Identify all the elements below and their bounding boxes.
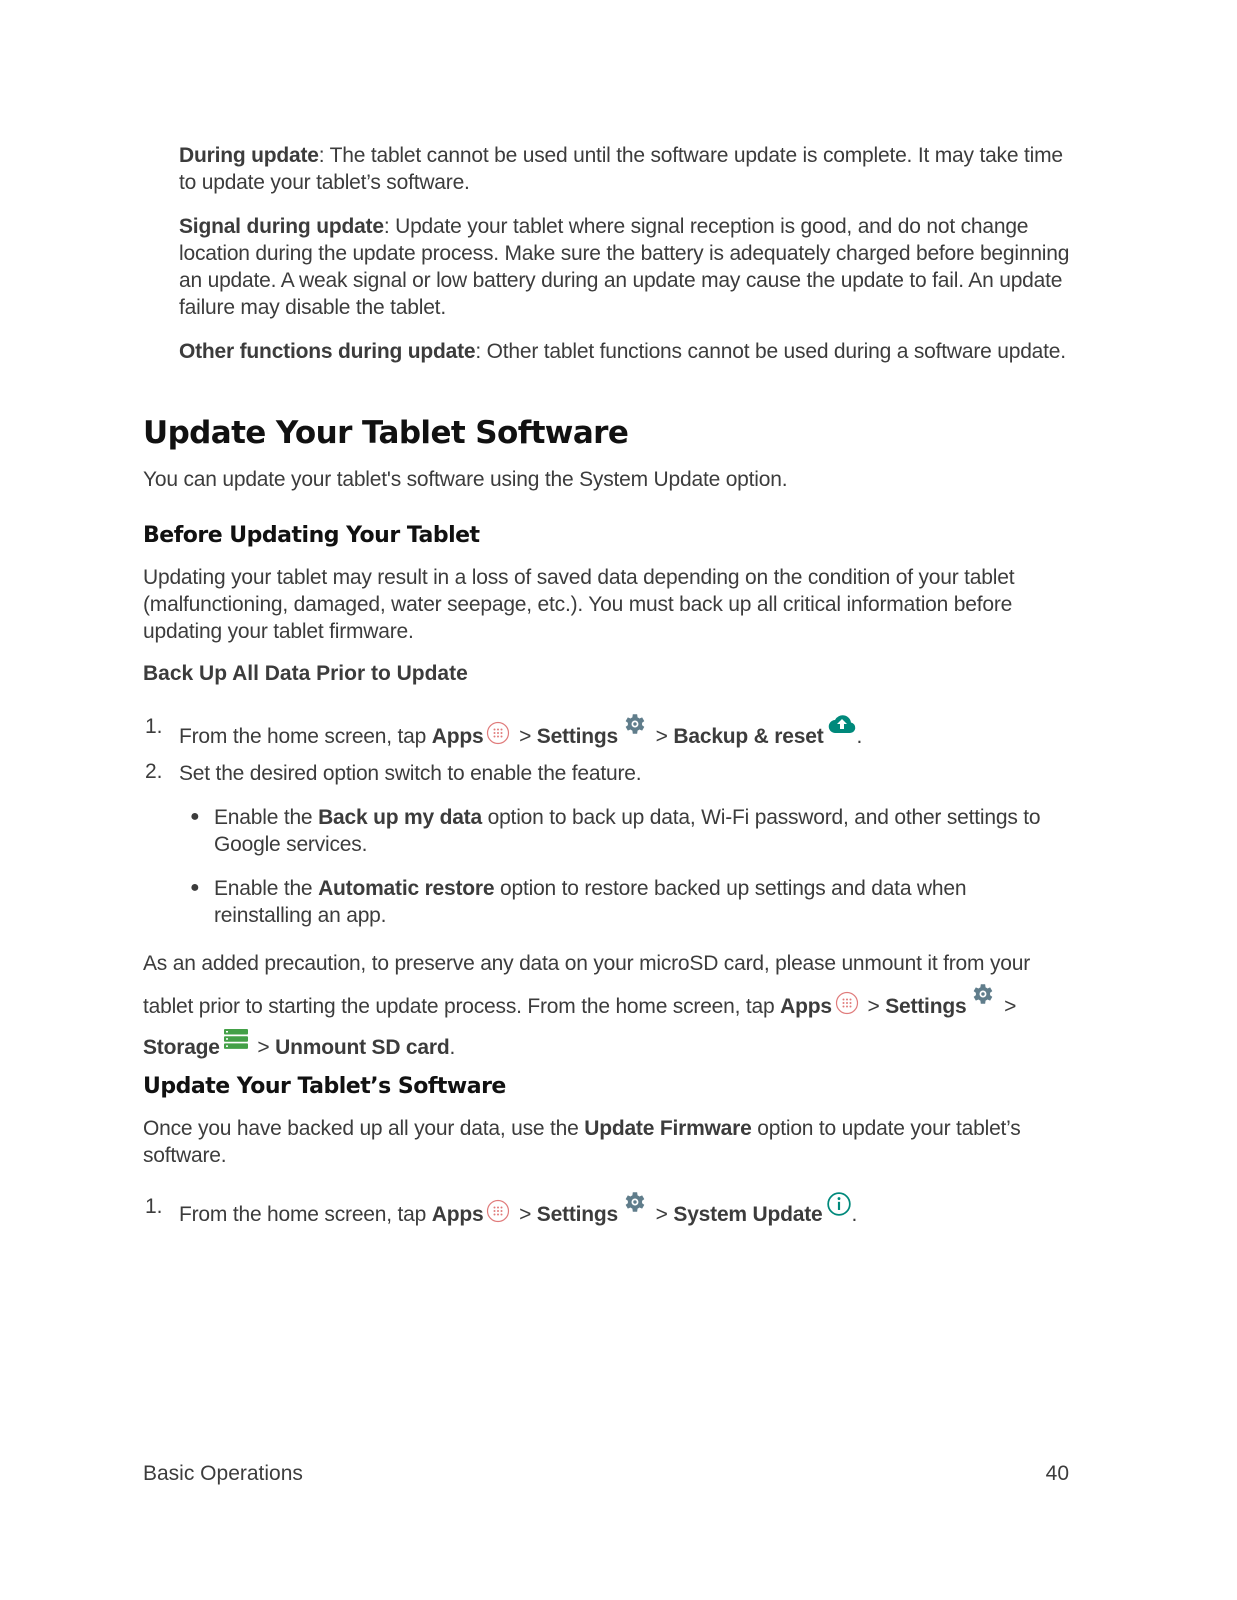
- option-name: Update Firmware: [584, 1117, 752, 1140]
- apps-icon: [835, 991, 859, 1026]
- note-during-update: [179, 142, 1079, 196]
- separator: >: [650, 725, 674, 748]
- option-name: Automatic restore: [318, 877, 495, 900]
- note-text: : The tablet cannot be used until the software update is complete. It may take time to update your tablet’s software.: [179, 144, 1063, 194]
- apps-label: Apps: [780, 995, 832, 1018]
- update-body: Once you have backed up all your data, use the: [143, 1117, 585, 1140]
- period: .: [449, 1036, 456, 1059]
- backup-subhead: Back Up All Data Prior to Update: [143, 662, 468, 685]
- update-step-1: [179, 1189, 1079, 1237]
- option-name: Back up my data: [318, 806, 482, 829]
- note-text: : Other tablet functions cannot be used during a software update.: [475, 340, 1066, 363]
- storage-icon: [223, 1026, 249, 1061]
- step-number: 1.: [145, 1195, 163, 1218]
- bullet-text: Enable the: [214, 877, 319, 900]
- storage-label: Storage: [143, 1036, 220, 1059]
- precaution-text: [143, 946, 1058, 1065]
- note-label: During update: [179, 144, 319, 167]
- system-update-label: System Update: [673, 1203, 823, 1226]
- backup-reset-icon: [827, 709, 857, 749]
- section-title: Update Your Tablet Software: [143, 415, 629, 451]
- bullet-back-up-my-data: [214, 804, 1074, 858]
- settings-icon: [621, 1189, 647, 1229]
- settings-label: Settings: [536, 1203, 619, 1226]
- period: .: [856, 725, 863, 748]
- bullet-text: option to back up data, Wi-Fi password, and other settings to Google services.: [214, 806, 1041, 856]
- separator: >: [251, 1036, 276, 1059]
- separator: >: [650, 1203, 674, 1226]
- settings-icon: [621, 711, 647, 751]
- apps-label: Apps: [431, 725, 484, 748]
- separator: >: [861, 995, 886, 1018]
- bullet-text: Enable the: [214, 806, 319, 829]
- backup-step-2: Set the desired option switch to enable the feature.: [179, 762, 642, 785]
- bullet-text: option to restore backed up settings and data when reinstalling an app.: [214, 877, 967, 927]
- step-number: 1.: [145, 715, 163, 738]
- apps-icon: [486, 719, 510, 759]
- step-number: 2.: [145, 760, 163, 783]
- note-label: Other functions during update: [179, 340, 476, 363]
- unmount-label: Unmount SD card: [275, 1036, 450, 1059]
- separator: >: [513, 725, 537, 748]
- backup-reset-label: Backup & reset: [673, 725, 824, 748]
- apps-icon: [486, 1197, 510, 1237]
- system-update-icon: [826, 1191, 852, 1231]
- step-text: From the home screen, tap: [179, 1203, 432, 1226]
- page-number: 40: [1045, 1462, 1069, 1485]
- update-body: option to update your tablet’s software.: [143, 1117, 1021, 1167]
- update-text: [143, 1115, 1058, 1169]
- footer-section: Basic Operations: [143, 1462, 303, 1485]
- bullet-dot: ●: [190, 879, 200, 896]
- backup-step-1: [179, 709, 1079, 759]
- settings-label: Settings: [885, 995, 967, 1018]
- note-signal-during-update: [179, 213, 1079, 321]
- precaution-body: As an added precaution, to preserve any data on your microSD card, please unmount it from your tablet prior to starting the update process. From the home screen, tap: [143, 952, 1031, 1018]
- settings-label: Settings: [536, 725, 619, 748]
- period: .: [851, 1203, 858, 1226]
- section-intro: You can update your tablet's software using the System Update option.: [143, 468, 788, 491]
- step-text: From the home screen, tap: [179, 725, 432, 748]
- separator: >: [513, 1203, 537, 1226]
- note-other-functions: [179, 338, 1079, 365]
- before-text: Updating your tablet may result in a loss of saved data depending on the condition of your tablet (malfunctioning, damaged, water seepage, etc.). You must back up all critical information before updating your tablet firmware.: [143, 566, 1015, 643]
- note-text: : Update your tablet where signal reception is good, and do not change location during the update process. Make sure the battery is adequately charged before beginning an update. A weak signal or low battery during an update may cause the update to fail. An update failure may disable the tablet.: [179, 215, 1070, 319]
- bullet-dot: ●: [190, 808, 200, 825]
- note-label: Signal during update: [179, 215, 384, 238]
- settings-icon: [969, 981, 995, 1018]
- update-title: Update Your Tablet’s Software: [143, 1074, 506, 1099]
- bullet-automatic-restore: [214, 875, 1014, 929]
- before-title: Before Updating Your Tablet: [143, 523, 480, 548]
- separator: >: [998, 995, 1017, 1018]
- apps-label: Apps: [431, 1203, 484, 1226]
